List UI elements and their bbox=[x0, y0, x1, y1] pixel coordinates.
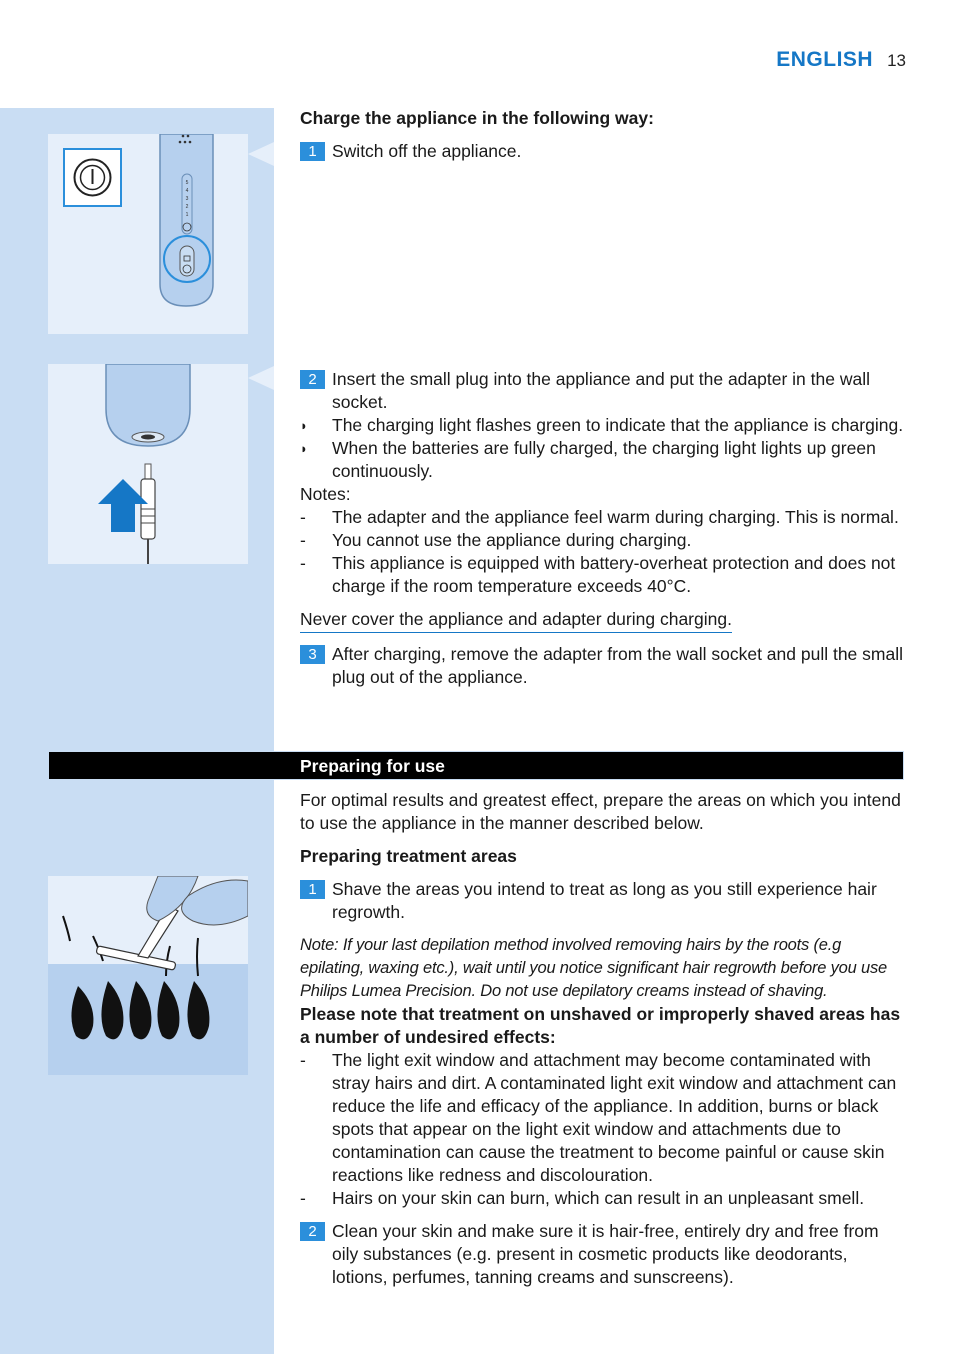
notes-label: Notes: bbox=[300, 484, 351, 504]
note-item bbox=[300, 552, 904, 598]
preparing-step-2 bbox=[300, 1220, 904, 1289]
figure-pointer bbox=[248, 142, 274, 166]
page-header bbox=[776, 48, 906, 72]
charging-step-1 bbox=[300, 140, 904, 163]
step-text: Clean your skin and make sure it is hair-free, entirely dry and free from oily substances (e.g. present in cosmetic products like deodorants, lotions, perfumes, tanning creams and sunscreens). bbox=[332, 1221, 879, 1287]
step-number: 2 bbox=[300, 370, 325, 389]
section-title: Preparing for use bbox=[300, 756, 445, 776]
charging-heading: Charge the appliance in the following way: bbox=[300, 108, 654, 128]
effect-text: Hairs on your skin can burn, which can result in an unpleasant smell. bbox=[332, 1188, 865, 1208]
step-text: Insert the small plug into the appliance and put the adapter in the wall socket. bbox=[332, 369, 870, 412]
shaving-warning: Please note that treatment on unshaved or improperly shaved areas has a number of undesired effects: bbox=[300, 1004, 901, 1047]
bullet-text: When the batteries are fully charged, the charging light lights up green continuously. bbox=[332, 438, 876, 481]
shaving-figure bbox=[48, 876, 248, 1075]
charging-step-3 bbox=[300, 643, 904, 689]
svg-text:4: 4 bbox=[185, 188, 189, 194]
effect-text: The light exit window and attachment may become contaminated with stray hairs and dirt. A contaminated light exit window and attachment can reduce the life and efficacy of the appliance. In addition, burns or black spots that appear on the light exit window and attachments due to contamination can cause the treatment to become painful or cause skin reactions like redness and discolouration. bbox=[332, 1050, 897, 1185]
preparing-section bbox=[300, 789, 904, 1289]
preparing-intro: For optimal results and greatest effect, prepare the areas on which you intend to use the appliance in the manner described below. bbox=[300, 790, 901, 833]
step-text: Shave the areas you intend to treat as long as you still experience hair regrowth. bbox=[332, 879, 877, 922]
power-off-figure bbox=[48, 134, 248, 334]
dash-marker: - bbox=[300, 553, 306, 573]
dash-marker: - bbox=[300, 1188, 306, 1208]
charging-warning: Never cover the appliance and adapter during charging. bbox=[300, 608, 732, 633]
language-label: ENGLISH bbox=[776, 48, 874, 71]
step-text: After charging, remove the adapter from the wall socket and pull the small plug out of the appliance. bbox=[332, 644, 903, 687]
plug-figure bbox=[48, 364, 248, 564]
charging-step-2 bbox=[300, 368, 904, 414]
dash-marker: - bbox=[300, 530, 306, 550]
result-bullet bbox=[300, 414, 904, 437]
note-item bbox=[300, 529, 904, 552]
section-header-bar bbox=[48, 751, 904, 780]
note-text: You cannot use the appliance during charging. bbox=[332, 530, 692, 550]
step-number: 2 bbox=[300, 1222, 325, 1241]
dash-marker: - bbox=[300, 507, 306, 527]
step-number: 1 bbox=[300, 142, 325, 161]
charging-section bbox=[300, 107, 904, 163]
plug-insert-illustration bbox=[48, 364, 248, 564]
bullet-icon: ◗ bbox=[300, 418, 308, 433]
effect-item bbox=[300, 1049, 904, 1187]
preparing-subheading: Preparing treatment areas bbox=[300, 846, 517, 866]
step-text: Switch off the appliance. bbox=[332, 141, 522, 161]
svg-text:2: 2 bbox=[185, 204, 189, 210]
svg-text:5: 5 bbox=[185, 180, 189, 186]
depilation-note: Note: If your last depilation method involved removing hairs by the roots (e.g epilating, waxing etc.), wait until you notice significant hair regrowth before you use Philips Lumea Precision. Do not use depilatory creams instead of shaving. bbox=[300, 936, 888, 1000]
charging-details bbox=[300, 368, 904, 689]
bullet-icon: ◗ bbox=[300, 441, 308, 456]
result-bullet bbox=[300, 437, 904, 483]
step-number: 3 bbox=[300, 645, 325, 664]
preparing-step-1 bbox=[300, 878, 904, 924]
note-text: This appliance is equipped with battery-overheat protection and does not charge if the room temperature exceeds 40°C. bbox=[332, 553, 896, 596]
appliance-power-illustration bbox=[48, 134, 248, 334]
shaving-illustration bbox=[48, 876, 248, 1075]
step-number: 1 bbox=[300, 880, 325, 899]
page-number: 13 bbox=[887, 51, 906, 70]
effect-item bbox=[300, 1187, 904, 1210]
bullet-text: The charging light flashes green to indicate that the appliance is charging. bbox=[332, 415, 904, 435]
note-item bbox=[300, 506, 904, 529]
svg-text:1: 1 bbox=[185, 212, 189, 218]
figure-pointer bbox=[248, 366, 274, 390]
dash-marker: - bbox=[300, 1050, 306, 1070]
svg-text:3: 3 bbox=[185, 196, 189, 202]
note-text: The adapter and the appliance feel warm during charging. This is normal. bbox=[332, 507, 899, 527]
